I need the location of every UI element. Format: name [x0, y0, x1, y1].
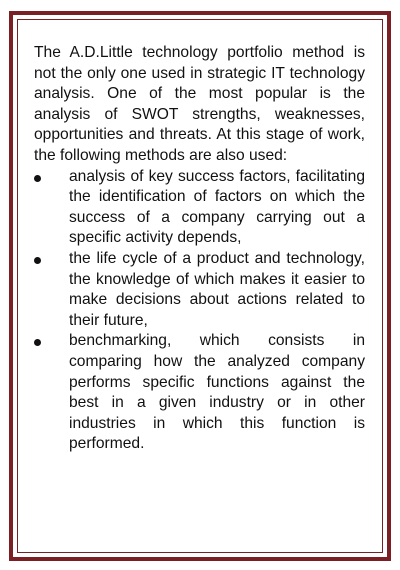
list-item-text: the life cycle of a product and technology, the knowledge of which makes it easier to make decisions about actions related to their future, [69, 249, 365, 329]
bullet-dot-icon [34, 257, 41, 264]
intro-paragraph: The A.D.Little technology portfolio method is not the only one used in strategic IT technology analysis. One of the most popular is the analysis of SWOT strengths, weaknesses, opportunities and threats. At this stage of work, the following methods are also used: [34, 44, 365, 164]
outer-frame-border [9, 11, 391, 561]
bullet-dot-icon [34, 339, 41, 346]
list-item [34, 249, 365, 331]
list-item [34, 331, 365, 455]
list-item [34, 167, 365, 249]
list-item-text: analysis of key success factors, facilitating the identification of factors on which the success of a company carrying out a specific activity depends, [69, 167, 365, 247]
list-item-text: benchmarking, which consists in comparing how the analyzed company performs specific functions against the best in a given industry or in other industries in which this function is performed. [69, 332, 365, 453]
method-list [34, 167, 365, 455]
bullet-dot-icon [34, 175, 41, 182]
text-content [34, 43, 365, 455]
